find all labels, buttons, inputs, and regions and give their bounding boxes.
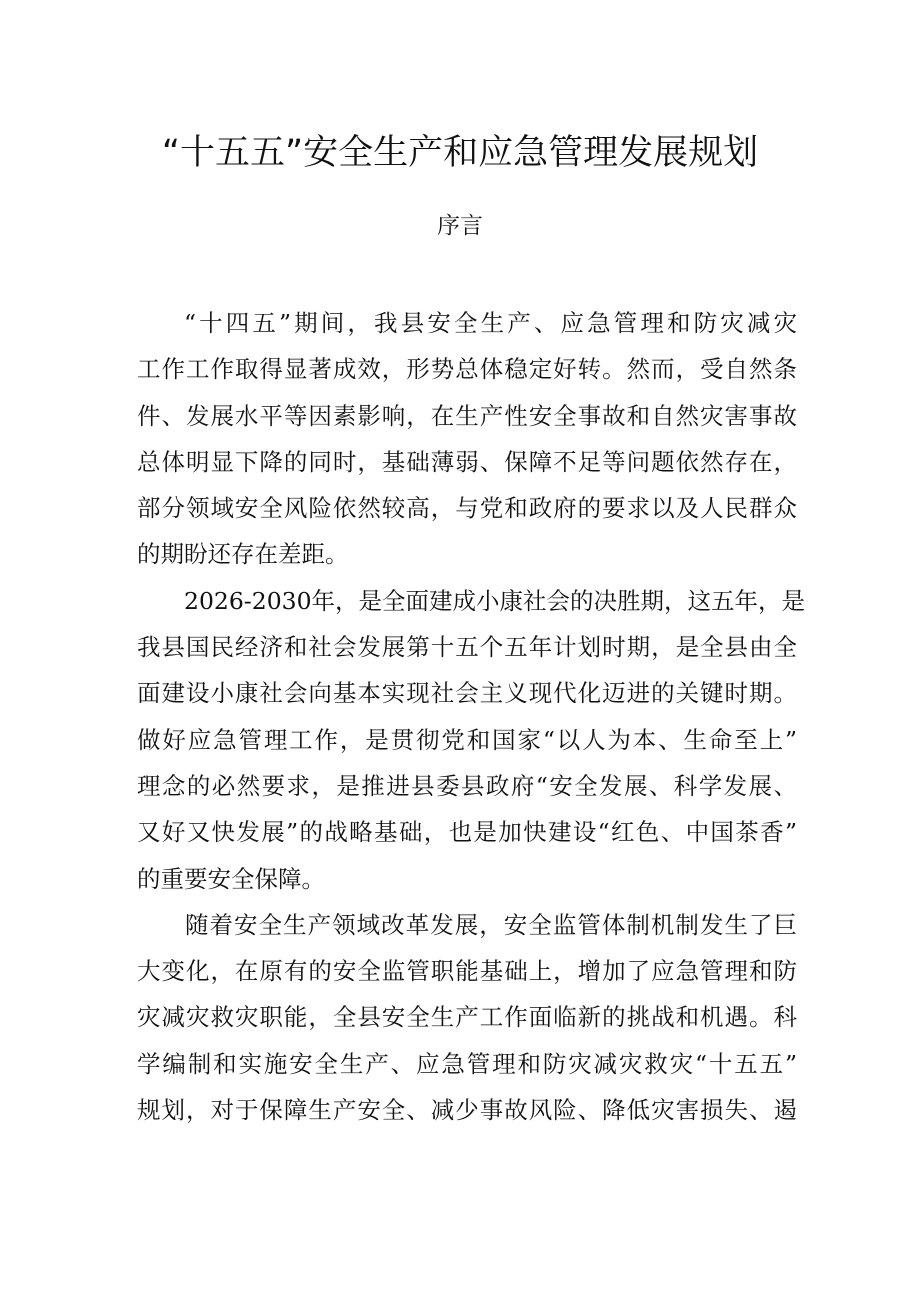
paragraph-1: [137, 300, 797, 578]
paragraph-3-line-3: 灾减灾救灾职能，全县安全生产工作面临新的挑战和机遇。科: [137, 1003, 797, 1032]
paragraph-2-line-4: 做好应急管理工作，是贯彻党和国家“以人为本、生命至上”: [137, 725, 797, 754]
paragraph-2-line-6: 又好又快发展”的战略基础，也是加快建设“红色、中国茶香”: [137, 818, 797, 847]
document-subtitle: 序言: [437, 213, 483, 239]
paragraph-3-line-4: 学编制和实施安全生产、应急管理和防灾减灾救灾“十五五”: [137, 1049, 797, 1078]
paragraph-1-line-3: 件、发展水平等因素影响，在生产性安全事故和自然灾害事故: [137, 401, 797, 430]
paragraph-2-line-5: 理念的必然要求，是推进县委县政府“安全发展、科学发展、: [137, 771, 797, 800]
paragraph-1-line-2: 工作工作取得显著成效，形势总体稳定好转。然而，受自然条: [137, 355, 797, 384]
line-text: “十四五”期间，我县安全生产、应急管理和防灾减灾: [184, 309, 797, 337]
line-text: 2026-2030年，是全面建成小康社会的决胜期，这五年，是: [184, 586, 806, 615]
line-text: 随着安全生产领域改革发展，安全监管体制机制发生了巨: [184, 910, 797, 939]
paragraph-2: [137, 578, 806, 902]
paragraph-1-line-5: 部分领域安全风险依然较高，与党和政府的要求以及人民群众: [137, 494, 797, 523]
document-title: “十五五”安全生产和应急管理发展规划: [161, 133, 759, 173]
paragraph-3-line-5: 规划，对于保障生产安全、减少事故风险、降低灾害损失、遏: [137, 1096, 797, 1125]
document-body: [137, 300, 806, 1133]
paragraph-1-line-4: 总体明显下降的同时，基础薄弱、保障不足等问题依然存在，: [137, 447, 797, 476]
paragraph-3: [137, 902, 797, 1133]
paragraph-2-line-2: 我县国民经济和社会发展第十五个五年计划时期，是全县由全: [137, 633, 797, 662]
paragraph-2-line-3: 面建设小康社会向基本实现社会主义现代化迈进的关键时期。: [137, 679, 797, 708]
paragraph-3-line-2: 大变化，在原有的安全监管职能基础上，增加了应急管理和防: [137, 957, 797, 986]
paragraph-1-line-1: [137, 300, 797, 346]
paragraph-2-line-1: [137, 578, 806, 624]
paragraph-1-line-6: 的期盼还存在差距。: [137, 540, 349, 569]
paragraph-2-line-7: 的重要安全保障。: [137, 864, 325, 893]
paragraph-3-line-1: [137, 902, 797, 948]
